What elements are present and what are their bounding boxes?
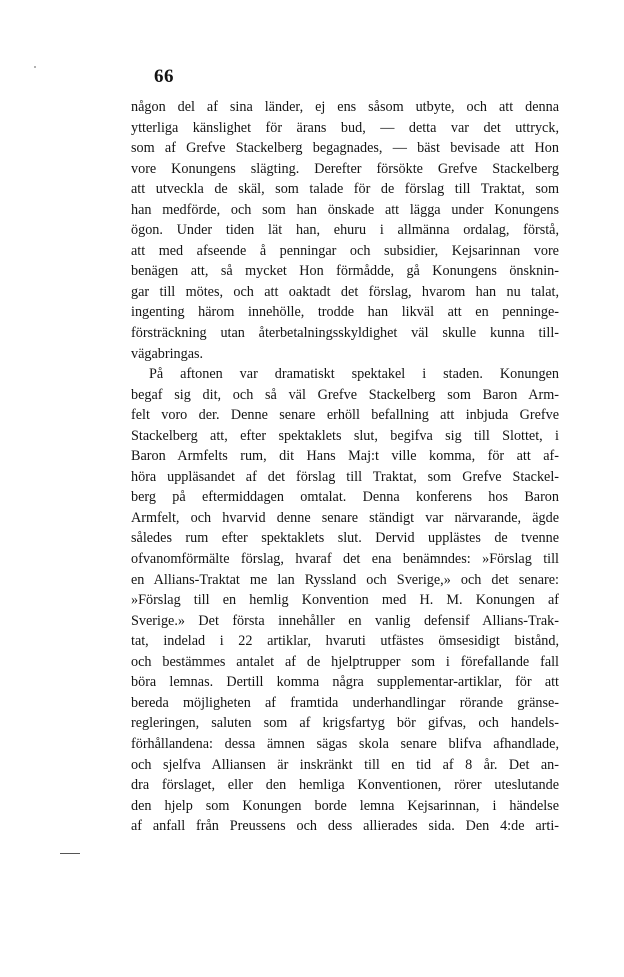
- text-line: gar till mötes, och att oaktadt det förslag, hvarom han nu talat,: [131, 283, 559, 300]
- text-line: Baron Armfelts rum, dit Hans Maj:t ville komma, för att af-: [131, 448, 559, 465]
- text-line: »Förslag till en hemlig Konvention med H. M. Konungen af: [131, 592, 559, 609]
- text-line: Sverige.» Det första innehåller en vanlig defensif Allians-Trak-: [131, 612, 559, 629]
- text-line: att med afseende å penningar och subsidier, Kejsarinnan vore: [131, 242, 559, 259]
- text-line: en Allians-Traktat me lan Ryssland och Sverige,» och det senare:: [131, 571, 559, 588]
- text-line: Stackelberg att, efter spektaklets slut, begifva sig till Slottet, i: [131, 427, 559, 444]
- text-line: och sjelfva Alliansen är inskränkt till en tid af 8 år. Det an-: [131, 756, 559, 773]
- text-line: begaf sig dit, och så väl Grefve Stackelberg som Baron Arm-: [131, 386, 559, 403]
- text-line: Armfelt, och hvarvid denne senare ständigt var närvarande, ägde: [131, 509, 559, 526]
- text-line: böra lemnas. Dertill komma några supplementar-artiklar, för att: [131, 674, 559, 691]
- text-line: ofvanomförmälte förslag, hvaraf det ena benämndes: »Förslag till: [131, 551, 559, 568]
- margin-mark: [60, 853, 80, 854]
- text-line: ögon. Under tiden lät han, ehuru i allmänna ordalag, förstå,: [131, 222, 559, 239]
- text-line: regleringen, saluten som af krigsfartyg bör gifvas, och handels-: [131, 715, 559, 732]
- text-line: vägabringas.: [131, 345, 204, 362]
- text-line: att utveckla de skäl, som talade för de förslag till Traktat, som: [131, 181, 559, 198]
- text-line: och bestämmes antalet af de hjelptrupper som i förefallande fall: [131, 653, 559, 670]
- text-line: dra förslaget, eller den hemliga Konventionen, rörer uteslutande: [131, 777, 559, 794]
- text-line: höra uppläsandet af det förslag till Traktat, som Grefve Stackel-: [131, 468, 559, 485]
- text-line: således rum efter spektaklets slut. Dervid upplästes de tvenne: [131, 530, 559, 547]
- text-line: tat, indelad i 22 artiklar, hvaruti utfästes ömsesidigt bistånd,: [131, 633, 559, 650]
- text-line: någon del af sina länder, ej ens såsom utbyte, och att denna: [131, 99, 559, 115]
- page-number: 66: [154, 66, 174, 87]
- paper-speck: [34, 66, 36, 68]
- text-line: felt voro der. Denne senare erhöll befallning att inbjuda Grefve: [131, 407, 559, 424]
- text-line: förhållandena: dessa ämnen sägas skola senare blifva afhandlade,: [131, 735, 559, 752]
- text-line: försträckning utan återbetalningsskyldighet väl skulle kunna till-: [131, 325, 559, 342]
- text-line: som af Grefve Stackelberg begagnades, — bäst bevisade att Hon: [131, 140, 559, 157]
- text-line: vore Konungens slägting. Derefter försökte Grefve Stackelberg: [131, 160, 559, 177]
- text-line: den hjelp som Konungen borde lemna Kejsarinnan, i händelse: [131, 797, 559, 814]
- text-line: berg på eftermiddagen omtalat. Denna konferens hos Baron: [131, 489, 559, 506]
- text-line: ytterliga känslighet för ärans bud, — detta var det uttryck,: [131, 119, 559, 136]
- body-text: [131, 97, 559, 837]
- text-line: benägen att, så mycket Hon förmådde, gå Konungens önsknin-: [131, 263, 559, 280]
- text-line: af anfall från Preussens och dess allierades sida. Den 4:de arti-: [131, 818, 559, 835]
- text-line: ingenting härom innehölle, trodde han likväl att en penninge-: [131, 304, 559, 321]
- text-line: han medförde, och som han önskade att lägga under Konungens: [131, 201, 559, 218]
- text-line: bereda möjligheten af framtida underhandlingar rörande gränse-: [131, 694, 559, 711]
- text-line: På aftonen var dramatiskt spektakel i staden. Konungen: [149, 366, 559, 383]
